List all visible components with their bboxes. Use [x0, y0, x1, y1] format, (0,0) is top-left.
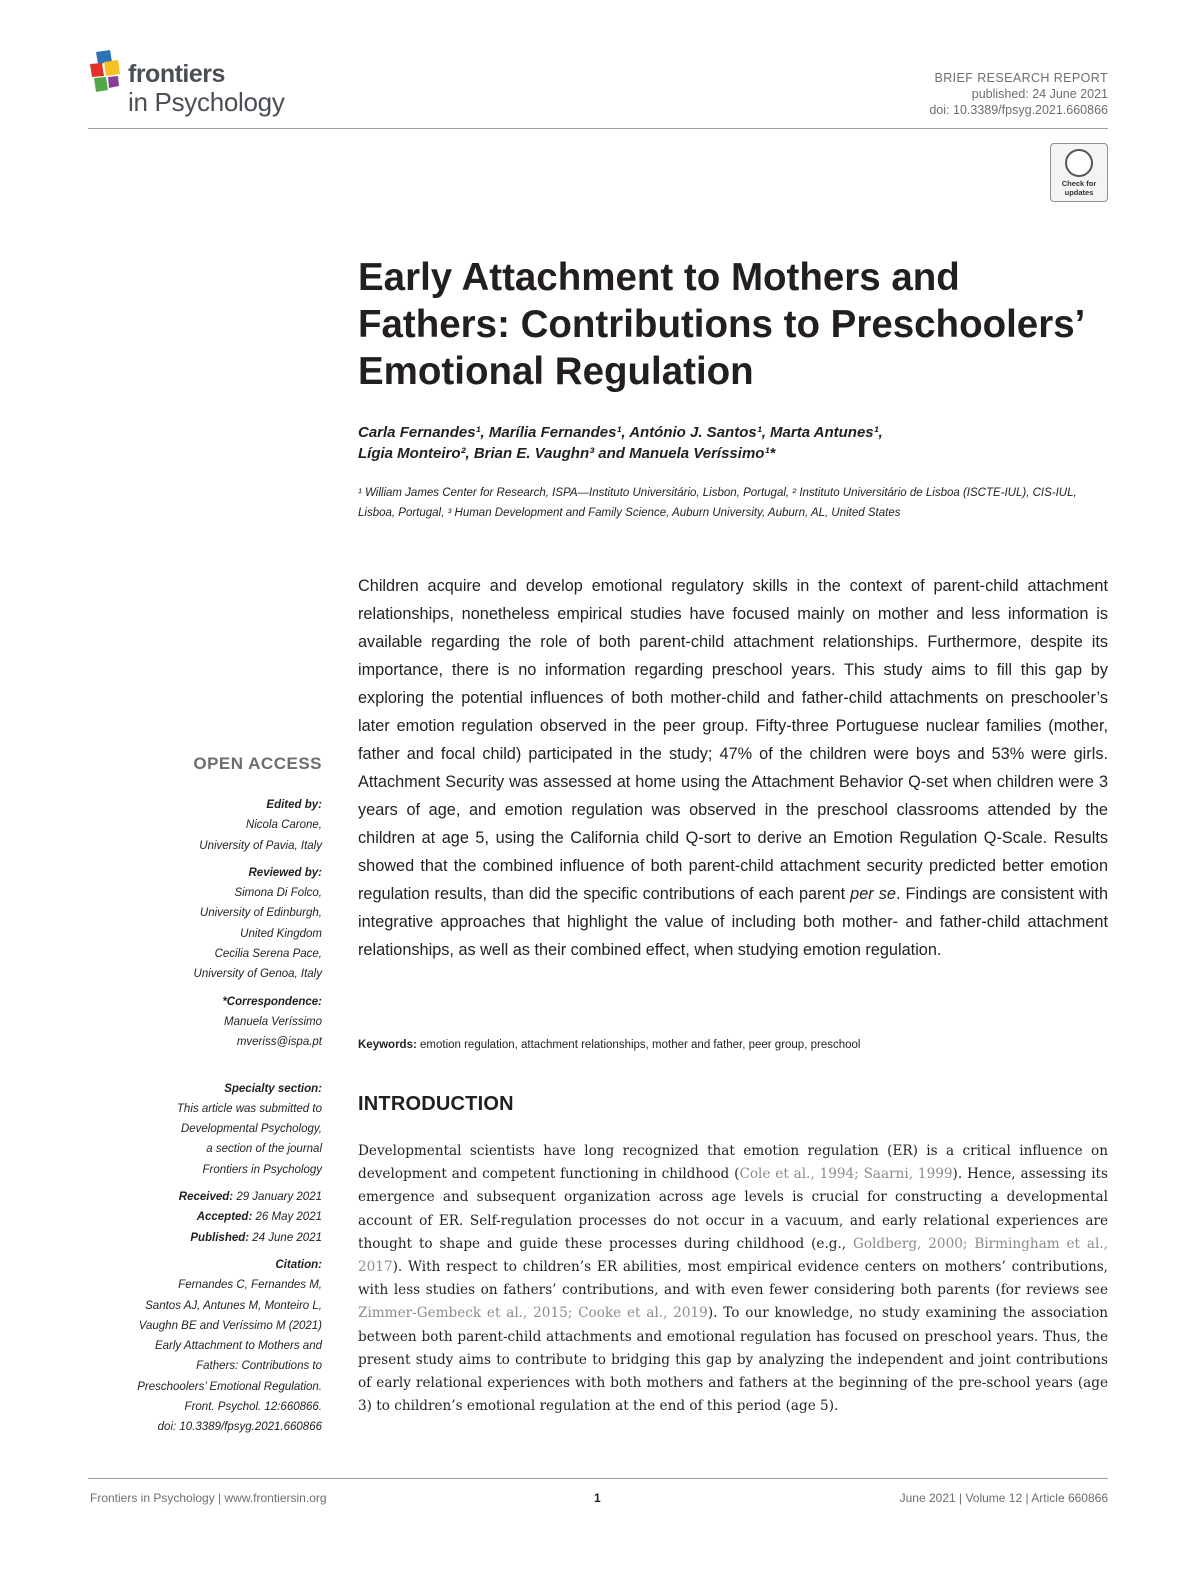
check-updates-label: Check for updates	[1061, 179, 1097, 197]
citation-line: doi: 10.3389/fpsyg.2021.660866	[157, 1421, 322, 1434]
footer-issue-info: June 2021 | Volume 12 | Article 660866	[899, 1491, 1108, 1505]
published-date-side	[90, 1228, 322, 1248]
check-updates-icon	[1065, 149, 1093, 177]
editor-name: Nicola Carone,	[245, 819, 322, 832]
specialty-line: Developmental Psychology,	[180, 1123, 322, 1136]
specialty-line: a section of the journal	[206, 1143, 322, 1156]
logo-word-frontiers: frontiers	[128, 60, 225, 88]
accepted-label: Accepted:	[196, 1211, 253, 1224]
page-number: 1	[594, 1491, 601, 1505]
citation-link[interactable]: Zimmer-Gembeck et al., 2015; Cooke et al., 2019	[358, 1305, 708, 1322]
sidebar-info	[90, 795, 322, 1438]
reviewer-name: Simona Di Folco,	[234, 887, 322, 900]
introduction-heading: INTRODUCTION	[358, 1093, 514, 1115]
received-value: 29 January 2021	[236, 1191, 322, 1204]
correspondence-email[interactable]: mveriss@ispa.pt	[236, 1036, 322, 1049]
specialty-line: This article was submitted to	[176, 1102, 322, 1115]
reviewed-by-label: Reviewed by:	[248, 866, 322, 879]
abstract-italic: per se	[850, 885, 896, 903]
specialty-section-label: Specialty section:	[224, 1082, 322, 1095]
citation-line: Vaughn BE and Veríssimo M (2021)	[138, 1319, 322, 1332]
abstract	[358, 572, 1108, 964]
check-for-updates-badge[interactable]	[1050, 143, 1108, 202]
citation-line: Fernandes C, Fernandes M,	[178, 1279, 322, 1292]
keywords	[358, 1037, 1108, 1053]
correspondence-name: Manuela Veríssimo	[223, 1015, 322, 1028]
article-type: BRIEF RESEARCH REPORT	[934, 71, 1108, 85]
editor-affiliation: University of Pavia, Italy	[199, 839, 322, 852]
footer-journal-link[interactable]: Frontiers in Psychology | www.frontiersin.org	[90, 1491, 327, 1505]
open-access-label: OPEN ACCESS	[193, 754, 322, 773]
citation-link[interactable]: Goldberg, 2000; Birmingham et al., 2017	[358, 1235, 1109, 1276]
article-doi[interactable]: doi: 10.3389/fpsyg.2021.660866	[929, 103, 1108, 117]
authors-line-1: Carla Fernandes¹, Marília Fernandes¹, António J. Santos¹, Marta Antunes¹,	[358, 424, 883, 441]
citation-line: Early Attachment to Mothers and	[154, 1340, 322, 1353]
frontiers-logo[interactable]	[88, 48, 318, 128]
keywords-values: emotion regulation, attachment relationships, mother and father, peer group, preschool	[420, 1039, 861, 1051]
affiliations: ¹ William James Center for Research, ISPA—Instituto Universitário, Lisbon, Portugal, ² Instituto Universitário de Lisboa (ISCTE-IUL), CIS-IUL, Lisboa, Portugal, ³ Human Development and Family Science, Auburn University, Auburn, AL, United States	[358, 487, 1077, 519]
article-header-meta	[929, 70, 1108, 118]
specialty-line: Frontiers in Psychology	[202, 1163, 322, 1176]
logo-word-journal: in Psychology	[128, 87, 285, 117]
citation-line: Santos AJ, Antunes M, Monteiro L,	[145, 1299, 322, 1312]
citation-link[interactable]: Cole et al., 1994; Saarni, 1999	[739, 1166, 953, 1183]
accepted-value: 26 May 2021	[255, 1211, 322, 1224]
intro-text: ). With respect to children’s ER abilities, most empirical evidence centers on mothers’ contributions, with less studies on fathers’ contributions, and with even fewer considering both parents (for reviews see	[358, 1259, 1108, 1299]
correspondence-label: *Correspondence:	[222, 995, 322, 1008]
footer-divider	[88, 1478, 1108, 1479]
reviewer-affiliation: University of Genoa, Italy	[193, 968, 322, 981]
header-divider	[88, 128, 1108, 129]
published-value: 24 June 2021	[252, 1231, 322, 1244]
intro-text: ). Hence, assessing its emergence and subsequent organization across age levels is crucial for constructing a developmental account of ER. Self-regulation processes do not occur in a vacuum, and early relational experiences are thought to shape and guide these processes during childhood (e.g.,	[358, 1166, 1108, 1252]
abstract-text-2: . Findings are consistent with integrative approaches that highlight the value of including both mother- and father-child attachment relationships, as well as their combined effect, when studying emotion regulation.	[358, 885, 1108, 959]
edited-by-label: Edited by:	[266, 799, 322, 811]
introduction-body	[358, 1140, 1108, 1418]
article-title: Early Attachment to Mothers and Fathers: Contributions to Preschoolers’ Emotional Regulation	[358, 256, 1084, 393]
authors-line-2: Lígia Monteiro², Brian E. Vaughn³ and Manuela Veríssimo¹*	[358, 445, 776, 462]
published-label: Published:	[190, 1231, 250, 1244]
reviewer-affiliation: University of Edinburgh,	[199, 907, 322, 920]
author-list	[358, 422, 1118, 464]
citation-label: Citation:	[275, 1258, 322, 1271]
abstract-text-1: Children acquire and develop emotional regulatory skills in the context of parent-child attachment relationships, nonetheless empirical studies have focused mainly on mother and less information is available regarding the role of both parent-child attachment relationships. Furthermore, despite its importance, there is no information regarding preschool years. This study aims to fill this gap by exploring the potential influences of both mother-child and father-child attachments on preschooler’s later emotion regulation observed in the peer group. Fifty-three Portuguese nuclear families (mother, father and focal child) participated in the study; 47% of the children were boys and 53% were girls. Attachment Security was assessed at home using the Attachment Behavior Q-set when children were 3 years of age, and emotion regulation was observed in the preschool classrooms attended by the children at age 5, using the California child Q-sort to derive an Emotion Regulation Q-Scale. Results showed that the combined influence of both parent-child attachment security predicted better emotion regulation results, than did the specific contributions of each parent	[358, 577, 1108, 903]
published-date: published: 24 June 2021	[971, 87, 1108, 101]
citation-line: Preschoolers’ Emotional Regulation.	[137, 1380, 322, 1393]
citation-line: Fathers: Contributions to	[196, 1360, 322, 1373]
received-label: Received:	[178, 1191, 234, 1204]
citation-line: Front. Psychol. 12:660866.	[184, 1401, 322, 1414]
reviewer-affiliation: United Kingdom	[240, 927, 322, 940]
received-date	[90, 1187, 322, 1207]
intro-text: Developmental scientists have long recognized that emotion regulation (ER) is a critical influence on development and competent functioning in childhood (	[358, 1143, 1108, 1183]
keywords-label: Keywords:	[358, 1039, 417, 1051]
frontiers-logo-icon	[88, 50, 128, 100]
intro-text: ). To our knowledge, no study examining the association between both parent-child attachments and emotional regulation has focused on preschool years. Thus, the present study aims to contribute to bridging this gap by analyzing the independent and joint contributions of early relational experiences with both mothers and fathers at the beginning of the pre-school years (age 3) to children’s emotional regulation at the end of this period (age 5).	[358, 1305, 1109, 1415]
accepted-date	[90, 1207, 322, 1227]
reviewer-name: Cecilia Serena Pace,	[214, 948, 322, 961]
